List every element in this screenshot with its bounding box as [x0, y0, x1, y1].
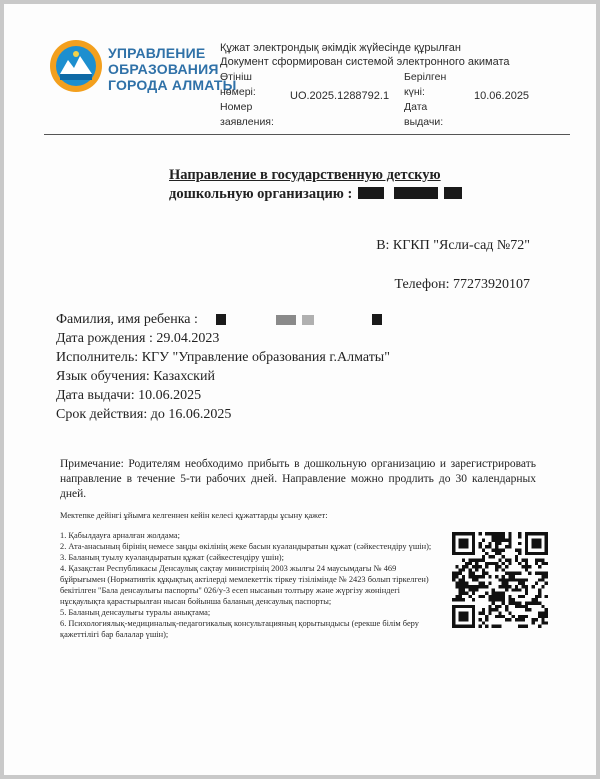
- date-label-line: Берілген: [404, 71, 447, 83]
- date-label-line: Дата: [404, 101, 428, 113]
- header-divider: [44, 134, 570, 135]
- number-value: UO.2025.1288792.1: [290, 90, 390, 102]
- redaction: [276, 315, 296, 325]
- fields: [56, 310, 390, 424]
- number-label-line: нөмері:: [220, 86, 256, 98]
- almaty-emblem-icon: [50, 40, 102, 92]
- redaction: [444, 187, 462, 199]
- date-label-line: выдачи:: [404, 116, 444, 128]
- number-label-line: Өтініш: [220, 71, 252, 83]
- redaction: [358, 187, 384, 199]
- document-page: [4, 4, 596, 775]
- date-label: [404, 70, 446, 130]
- field-language: Язык обучения: Казахский: [56, 369, 215, 384]
- redaction: [372, 314, 382, 325]
- recipient: В: КГКП "Ясли-сад №72": [376, 238, 530, 253]
- field-birth-date: Дата рождения : 29.04.2023: [56, 331, 220, 346]
- qr-code-icon: [452, 532, 548, 628]
- number-label: [220, 70, 274, 130]
- redaction: [216, 314, 226, 325]
- docs-list: [60, 530, 442, 640]
- note: Примечание: Родителям необходимо прибыть в дошкольную организацию и зарегистрировать направление в течение 5-ти рабочих дней. Направление можно продлить до 30 календарных дней.: [60, 458, 536, 500]
- title-line: дошкольную организацию :: [169, 186, 353, 202]
- number-label-line: Номер: [220, 101, 253, 113]
- system-kz: Құжат электрондық әкімдік жүйесінде құрылған: [220, 42, 461, 54]
- field-validity: Срок действия: до 16.06.2025: [56, 407, 232, 422]
- docs-intro: Мектепке дейінгі ұйымға келгеннен кейін келесі құжаттарды ұсыну қажет:: [60, 511, 328, 520]
- docs-list-item: 3. Баланың туылу куәландыратын құжат (сәйкестендіру үшін);: [60, 553, 284, 562]
- logo-line: ГОРОДА АЛМАТЫ: [108, 77, 237, 93]
- field-child-name: Фамилия, имя ребенка :: [56, 312, 198, 327]
- docs-list-item: 2. Ата-анасының бірінің немесе заңды өкілінің жеке басын куәландыратын құжат (сәйкестендіру үшін);: [60, 542, 432, 551]
- docs-list-item: 4. Қазақстан Республикасы Денсаулық сақтау министрінің 2003 жылғы 24 маусымдағы № 469 бұйрығымен (Нормативтік құқықтық актілерді мемлекеттік тіркеу тізілімінде № 2423 болып тіркелген) бекітілген "Бала денсаулығы паспорты" 026/у-3 есеп нысанын толтыру және жүргізу жөніндегі нұсқаулықта қарастырылған нысан бойынша баланың денсаулық паспорты;: [60, 564, 429, 606]
- redaction: [302, 315, 314, 325]
- logo-line: ОБРАЗОВАНИЯ: [108, 61, 219, 77]
- logo-text: [108, 45, 237, 93]
- docs-list-item: 1. Қабылдауға арналған жолдама;: [60, 531, 180, 540]
- date-value: 10.06.2025: [474, 90, 530, 102]
- phone: Телефон: 77273920107: [394, 277, 530, 292]
- title-line: Направление в государственную детскую: [169, 167, 441, 183]
- system-ru: Документ сформирован системой электронного акимата: [220, 56, 510, 68]
- date-label-line: күні:: [404, 86, 425, 98]
- redaction: [394, 187, 438, 199]
- number-label-line: заявления:: [220, 116, 274, 128]
- docs-list-item: 5. Баланың денсаулығы туралы анықтама;: [60, 608, 211, 617]
- field-executor: Исполнитель: КГУ "Управление образования г.Алматы": [56, 350, 390, 365]
- field-issue-date: Дата выдачи: 10.06.2025: [56, 388, 202, 403]
- docs-list-item: 6. Психологиялық-медициналық-педагогикалық консультацияның қорытындысы (ерекше білім беру қажеттілігі бар балалар үшін);: [60, 619, 419, 639]
- logo-line: УПРАВЛЕНИЕ: [108, 45, 206, 61]
